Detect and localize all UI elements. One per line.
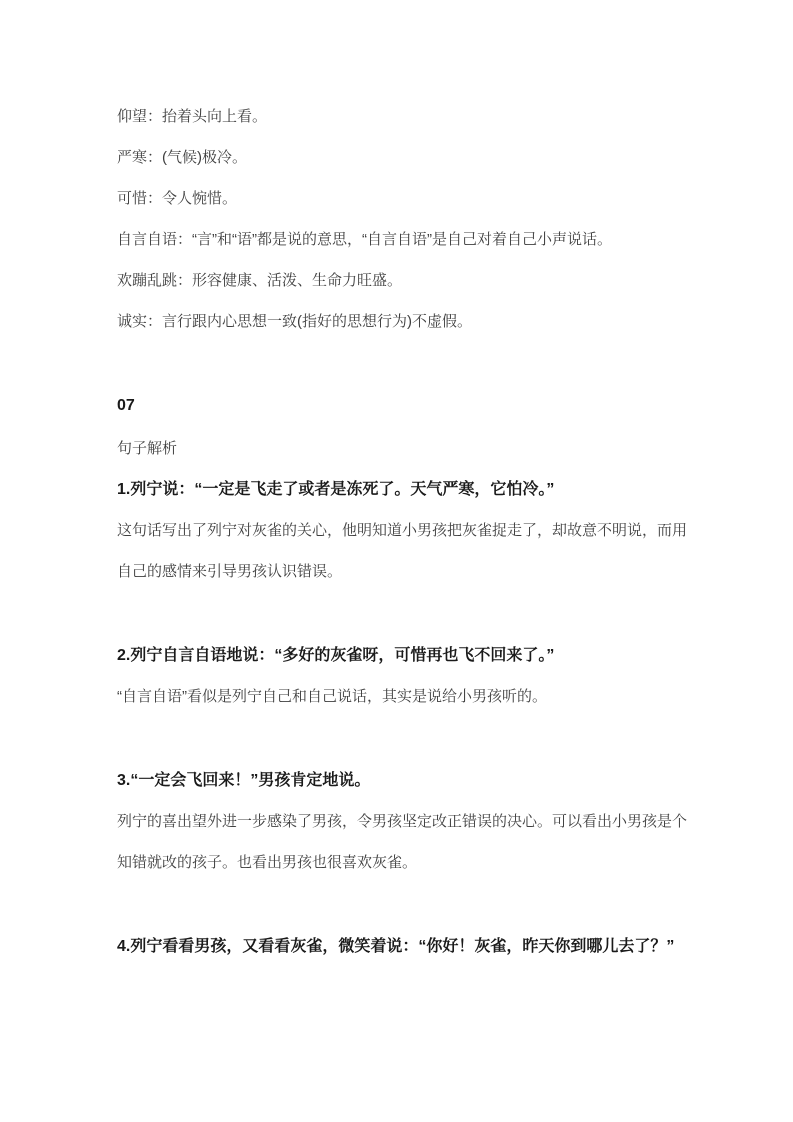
section-subtitle	[117, 428, 733, 469]
definition-item	[117, 178, 733, 219]
section-number	[117, 385, 733, 426]
text-line: 列宁的喜出望外进一步感染了男孩，令男孩坚定改正错误的决心。可以看出小男孩是个	[117, 813, 688, 830]
sentence-heading	[117, 469, 733, 510]
text-line: 句子解析	[117, 440, 178, 457]
sentence-heading	[117, 926, 733, 967]
definition-item	[117, 301, 733, 342]
definition-item	[117, 96, 733, 137]
analysis-paragraph	[117, 510, 733, 592]
definition-item	[117, 260, 733, 301]
definition-item	[117, 219, 733, 260]
text-line: “自言自语”看似是列宁自己和自己说话，其实是说给小男孩听的。	[117, 688, 547, 705]
text-line: 自己的感情来引导男孩认识错误。	[117, 563, 343, 580]
text-line: 知错就改的孩子。也看出男孩也很喜欢灰雀。	[117, 854, 418, 871]
text-line: 这句话写出了列宁对灰雀的关心，他明知道小男孩把灰雀捉走了，却故意不明说，而用	[117, 522, 688, 539]
text-line: 诚实：言行跟内心思想一致(指好的思想行为)不虚假。	[117, 313, 472, 330]
analysis-paragraph	[117, 676, 733, 717]
sentence-heading	[117, 760, 733, 801]
text-line: 严寒：(气候)极冷。	[117, 149, 247, 166]
sentence-heading	[117, 635, 733, 676]
text-line: 自言自语：“言”和“语”都是说的意思，“自言自语”是自己对着自己小声说话。	[117, 231, 612, 248]
text-line: 07	[117, 397, 135, 414]
definition-item	[117, 137, 733, 178]
document-content	[117, 96, 733, 967]
text-line: 1.列宁说：“一定是飞走了或者是冻死了。天气严寒，它怕冷。”	[117, 481, 555, 498]
text-line: 2.列宁自言自语地说：“多好的灰雀呀，可惜再也飞不回来了。”	[117, 647, 555, 664]
text-line: 4.列宁看看男孩，又看看灰雀，微笑着说：“你好！灰雀，昨天你到哪儿去了？”	[117, 938, 675, 955]
text-line: 欢蹦乱跳：形容健康、活泼、生命力旺盛。	[117, 272, 403, 289]
text-line: 3.“一定会飞回来！”男孩肯定地说。	[117, 772, 371, 789]
text-line: 仰望：抬着头向上看。	[117, 108, 268, 125]
text-line: 可惜：令人惋惜。	[117, 190, 238, 207]
analysis-paragraph	[117, 801, 733, 883]
